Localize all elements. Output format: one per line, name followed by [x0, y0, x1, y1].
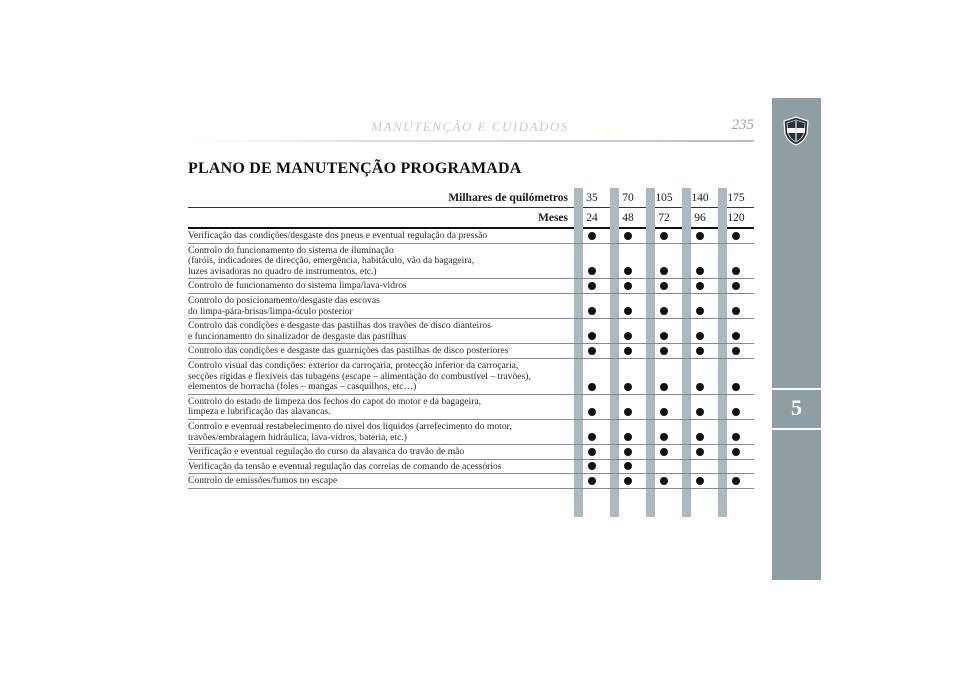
task-line: Controlo de emissões/fumos no escape [188, 475, 338, 487]
interval-cell [646, 307, 682, 318]
check-dot-icon [660, 408, 668, 416]
interval-cell [610, 448, 646, 459]
check-dot-icon [732, 448, 740, 456]
check-dot-icon [732, 307, 740, 315]
task-line: Controlo e eventual restabelecimento do nível dos líquidos (arrefecimento do motor, [188, 420, 512, 432]
check-dot-icon [696, 232, 704, 240]
check-dot-icon [696, 433, 704, 441]
task-line: Controlo do estado de limpeza dos fechos do capot do motor e da bagageira, [188, 395, 482, 407]
task-line: travões/embraiagem hidráulica, lava-vidros, bateria, etc.) [188, 431, 407, 443]
interval-cell [610, 232, 646, 243]
maintenance-table [188, 188, 754, 489]
check-dot-icon [624, 332, 632, 340]
check-dot-icon [660, 347, 668, 355]
chapter-side-tab [772, 98, 821, 580]
interval-cell [682, 282, 718, 293]
months-label: Meses [537, 211, 568, 224]
check-dot-icon [696, 282, 704, 290]
interval-cell [682, 433, 718, 444]
table-row [188, 420, 754, 445]
tab-divider [772, 428, 821, 430]
interval-cell [718, 448, 754, 459]
check-dot-icon [696, 307, 704, 315]
interval-cell [646, 332, 682, 343]
interval-cell [682, 267, 718, 278]
task-description [188, 395, 574, 419]
check-dot-icon [624, 408, 632, 416]
check-dot-icon [660, 383, 668, 391]
check-dot-icon [624, 448, 632, 456]
check-dot-icon [624, 462, 632, 470]
check-dot-icon [624, 477, 632, 485]
months-header-row [188, 208, 754, 227]
check-dot-icon [588, 433, 596, 441]
check-dot-icon [624, 232, 632, 240]
interval-cell [610, 332, 646, 343]
check-dot-icon [696, 448, 704, 456]
interval-cell [682, 477, 718, 488]
interval-cell [718, 332, 754, 343]
task-description [188, 279, 574, 293]
check-dot-icon [588, 332, 596, 340]
check-dot-icon [588, 462, 596, 470]
table-row [188, 445, 754, 460]
table-row [188, 395, 754, 420]
check-dot-icon [732, 232, 740, 240]
table-row [188, 294, 754, 319]
task-description [188, 244, 574, 279]
months-value: 48 [622, 211, 634, 224]
check-dot-icon [588, 267, 596, 275]
task-description [188, 474, 574, 488]
check-dot-icon [624, 433, 632, 441]
task-line: limpeza e lubrificação das alavancas. [188, 406, 331, 418]
months-value: 24 [586, 211, 598, 224]
check-dot-icon [732, 408, 740, 416]
task-description [188, 229, 574, 243]
check-dot-icon [732, 282, 740, 290]
months-value: 72 [658, 211, 670, 224]
check-dot-icon [660, 433, 668, 441]
months-value: 120 [727, 211, 745, 224]
task-line: Controlo das condições e desgaste das pastilhas dos travões de disco dianteiros [188, 320, 491, 332]
interval-cell [646, 383, 682, 394]
interval-cell [646, 267, 682, 278]
km-value: 140 [691, 191, 709, 204]
interval-cell [718, 347, 754, 358]
interval-cell [646, 433, 682, 444]
check-dot-icon [624, 383, 632, 391]
check-dot-icon [732, 347, 740, 355]
interval-cell [646, 282, 682, 293]
check-dot-icon [696, 347, 704, 355]
check-dot-icon [732, 383, 740, 391]
running-title: MANUTENÇÃO E CUIDADOS [371, 119, 569, 134]
task-line: Verificação e eventual regulação do curso da alavanca do travão de mão [188, 446, 465, 458]
km-header-row [188, 188, 754, 207]
km-value: 175 [727, 191, 745, 204]
interval-cell [610, 307, 646, 318]
check-dot-icon [696, 477, 704, 485]
check-dot-icon [588, 347, 596, 355]
check-dot-icon [696, 383, 704, 391]
check-dot-icon [696, 267, 704, 275]
interval-cell [718, 408, 754, 419]
page-number: 235 [731, 117, 754, 133]
interval-cell [574, 282, 610, 293]
interval-cell [574, 347, 610, 358]
interval-cell [610, 408, 646, 419]
check-dot-icon [588, 307, 596, 315]
km-value: 35 [586, 191, 598, 204]
interval-cell [646, 448, 682, 459]
check-dot-icon [624, 347, 632, 355]
task-line: Controlo visual das condições: exterior da carroçaria, protecção inferior da carroçaria, [188, 359, 519, 371]
interval-cell [682, 408, 718, 419]
interval-cell [682, 347, 718, 358]
km-value: 70 [622, 191, 634, 204]
table-row [188, 460, 754, 475]
interval-cell [646, 477, 682, 488]
task-line: Controlo do posicionamento/desgaste das escovas [188, 294, 380, 306]
check-dot-icon [732, 267, 740, 275]
check-dot-icon [696, 332, 704, 340]
km-label: Milhares de quilómetros [448, 191, 568, 204]
check-dot-icon [660, 448, 668, 456]
task-description [188, 319, 574, 343]
table-row [188, 244, 754, 280]
task-line: luzes avisadoras no quadro de instrumentos, etc.) [188, 265, 377, 277]
interval-cell [610, 462, 646, 473]
interval-cell [574, 448, 610, 459]
task-line: Verificação das condições/desgaste dos pneus e eventual regulação da pressão [188, 230, 488, 241]
interval-cell [682, 307, 718, 318]
interval-cell [718, 383, 754, 394]
check-dot-icon [588, 477, 596, 485]
task-line: Verificação da tensão e eventual regulação das correias de comando de acessórios [188, 460, 502, 472]
interval-cell [718, 462, 754, 473]
km-value: 105 [655, 191, 673, 204]
interval-cell [682, 462, 718, 473]
table-row [188, 344, 754, 359]
interval-cell [682, 232, 718, 243]
interval-cell [574, 433, 610, 444]
task-description [188, 359, 574, 394]
interval-cell [610, 383, 646, 394]
interval-cell [718, 307, 754, 318]
interval-cell [718, 267, 754, 278]
check-dot-icon [588, 383, 596, 391]
interval-cell [610, 477, 646, 488]
table-row [188, 359, 754, 395]
interval-cell [682, 448, 718, 459]
check-dot-icon [588, 408, 596, 416]
interval-cell [646, 408, 682, 419]
table-row [188, 229, 754, 244]
task-line: secções rígidas e flexíveis das tubagens (escape – alimentação do combustível – travões), [188, 370, 531, 382]
check-dot-icon [660, 332, 668, 340]
task-description [188, 460, 574, 474]
interval-cell [646, 232, 682, 243]
interval-cell [718, 282, 754, 293]
task-line: elementos de borracha (foles – mangas – casquilhos, etc…) [188, 381, 417, 393]
table-row [188, 474, 754, 489]
task-line: Controlo de funcionamento do sistema limpa/lava-vidros [188, 280, 407, 292]
check-dot-icon [732, 433, 740, 441]
interval-cell [610, 433, 646, 444]
interval-cell [574, 232, 610, 243]
interval-cell [646, 462, 682, 473]
check-dot-icon [624, 282, 632, 290]
check-dot-icon [660, 267, 668, 275]
check-dot-icon [696, 408, 704, 416]
task-line: Controlo das condições e desgaste das guarnições das pastilhas de disco posteriores [188, 345, 509, 357]
months-value: 96 [694, 211, 706, 224]
interval-cell [574, 408, 610, 419]
table-row [188, 319, 754, 344]
interval-cell [718, 433, 754, 444]
check-dot-icon [588, 448, 596, 456]
interval-cell [574, 477, 610, 488]
task-description [188, 420, 574, 444]
check-dot-icon [624, 307, 632, 315]
lancia-logo-icon [782, 116, 810, 146]
check-dot-icon [732, 332, 740, 340]
task-line: (faróis, indicadores de direcção, emergência, habitáculo, vão da bagageira, [188, 255, 475, 267]
interval-cell [610, 267, 646, 278]
tab-divider [772, 388, 821, 390]
interval-cell [718, 232, 754, 243]
interval-cell [610, 282, 646, 293]
interval-cell [718, 477, 754, 488]
task-description [188, 294, 574, 318]
task-line: e funcionamento do sinalizador de desgaste das pastilhas [188, 330, 407, 342]
check-dot-icon [660, 232, 668, 240]
interval-cell [610, 347, 646, 358]
check-dot-icon [732, 477, 740, 485]
check-dot-icon [660, 282, 668, 290]
maintenance-rows [188, 229, 754, 489]
interval-cell [574, 462, 610, 473]
section-title: PLANO DE MANUTENÇÃO PROGRAMADA [188, 160, 522, 177]
header-rule [188, 140, 754, 142]
interval-cell [574, 267, 610, 278]
interval-cell [574, 332, 610, 343]
interval-cell [682, 332, 718, 343]
interval-cell [574, 307, 610, 318]
task-line: Controlo do funcionamento do sistema de iluminação [188, 244, 394, 256]
task-line: do limpa-pára-brisas/limpa-óculo posterior [188, 305, 353, 317]
check-dot-icon [588, 282, 596, 290]
task-description [188, 445, 574, 459]
chapter-number: 5 [791, 395, 802, 420]
task-description [188, 344, 574, 358]
interval-cell [682, 383, 718, 394]
interval-cell [646, 347, 682, 358]
check-dot-icon [660, 477, 668, 485]
check-dot-icon [660, 307, 668, 315]
check-dot-icon [588, 232, 596, 240]
check-dot-icon [624, 267, 632, 275]
table-row [188, 279, 754, 294]
interval-cell [574, 383, 610, 394]
